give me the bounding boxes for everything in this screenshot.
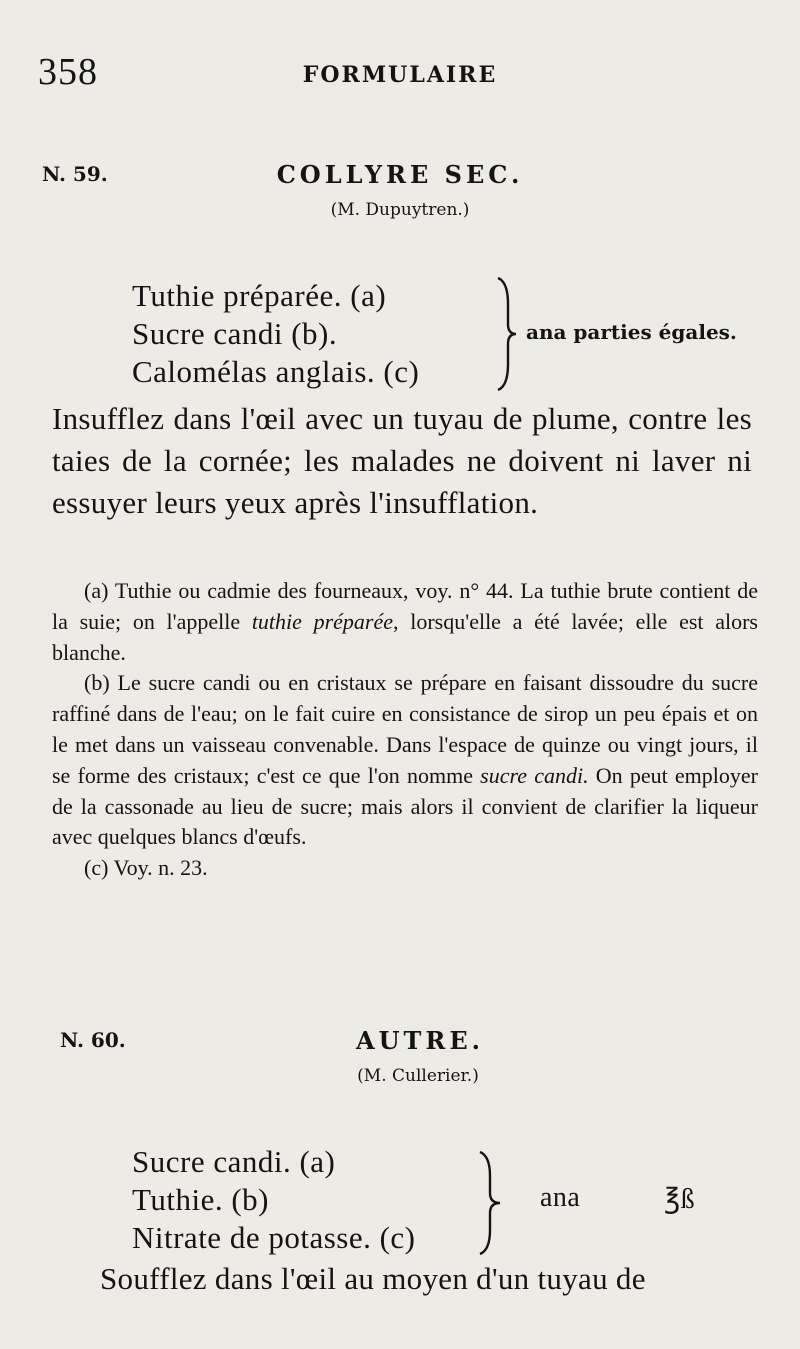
recipe-59-ingredient-2: Sucre candi (b).	[132, 316, 338, 351]
note-a: (a) Tuthie ou cadmie des fourneaux, voy. n° 44. La tuthie brute contient de la suie; on l'appelle tuthie préparée, lorsqu'elle a été lavée; elle est alors blanche.	[52, 578, 758, 665]
recipe-59-quantity: ana parties égales.	[526, 320, 737, 344]
recipe-59-author: (M. Dupuytren.)	[330, 200, 470, 220]
recipe-59-ingredient-1: Tuthie préparée. (a)	[132, 278, 387, 313]
recipe-60-ingredient-3: Nitrate de potasse. (c)	[132, 1220, 416, 1255]
note-c: (c) Voy. n. 23.	[84, 855, 208, 881]
recipe-59-ingredient-3: Calomélas anglais. (c)	[132, 354, 420, 389]
note-b: (b) Le sucre candi ou en cristaux se prépare en faisant dissoudre du sucre raffiné dans de l'eau; on le fait cuire en consistance de sirop un peu épais et on le met dans un vaisseau convenable. Dans l'espace de quinze ou vingt jours, il se forme des cristaux; c'est ce que l'on nomme sucre candi. On peut employer de la cassonade au lieu de sucre; mais alors il convient de clarifier la liqueur avec quelques blancs d'œufs.	[52, 670, 758, 850]
recipe-60-brace	[474, 1148, 504, 1258]
recipe-60-quantity: ana	[540, 1182, 581, 1213]
running-title: FORMULAIRE	[302, 62, 498, 88]
recipe-59-number: N. 59.	[42, 162, 108, 186]
recipe-59-brace	[492, 274, 520, 394]
recipe-59-title: COLLYRE SEC.	[276, 160, 524, 189]
recipe-60-dose: ℥ß	[664, 1184, 696, 1215]
recipe-60-ingredient-1: Sucre candi. (a)	[132, 1144, 336, 1179]
recipe-60-ingredient-2: Tuthie. (b)	[132, 1182, 269, 1217]
recipe-59-notes	[52, 576, 758, 884]
recipe-60-author: (M. Cullerier.)	[357, 1066, 479, 1086]
recipe-60-title: AUTRE.	[355, 1026, 484, 1055]
page-number: 358	[38, 51, 98, 93]
recipe-59-instructions: Insufflez dans l'œil avec un tuyau de plume, contre les taies de la cornée; les malades ne doivent ni laver ni essuyer leurs yeux après l'insufflation.	[52, 401, 752, 520]
recipe-60-number: N. 60.	[60, 1028, 126, 1052]
recipe-60-instructions: Soufflez dans l'œil au moyen d'un tuyau de	[100, 1261, 646, 1296]
